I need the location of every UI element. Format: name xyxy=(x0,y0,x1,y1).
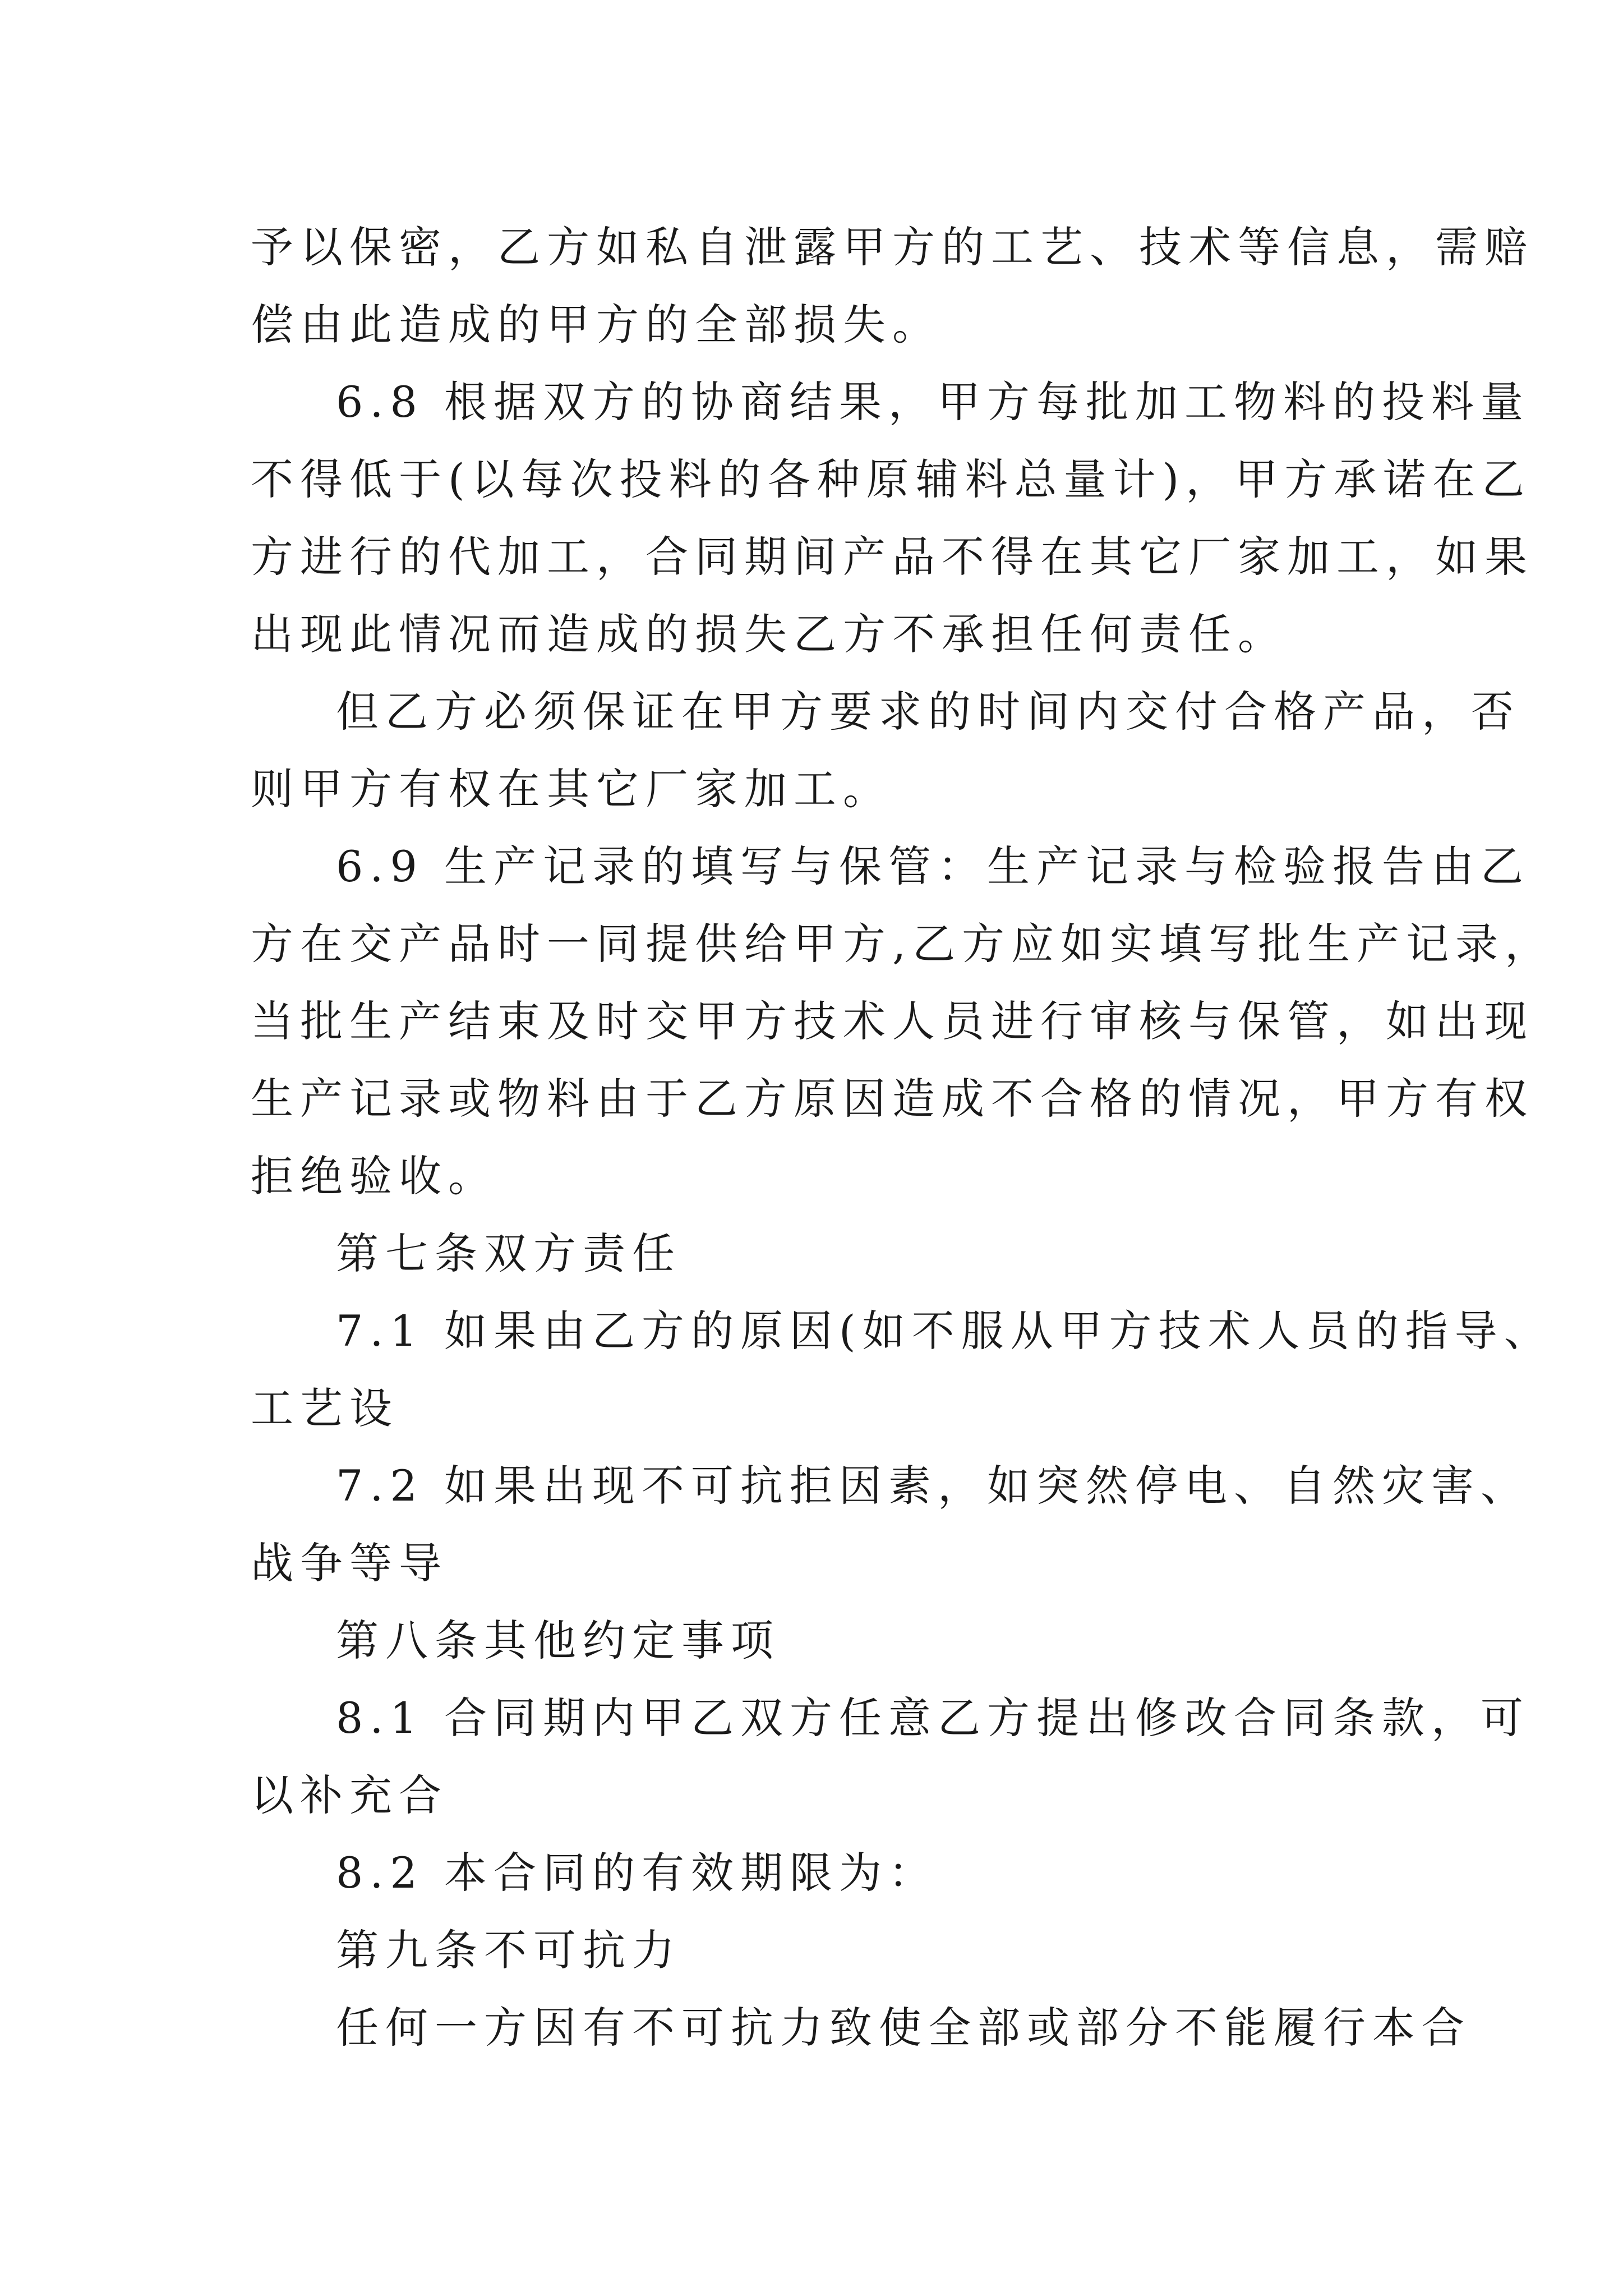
clause-8-2: 8.2 本合同的有效期限为： xyxy=(336,1848,938,1898)
text-line: 以补充合 xyxy=(251,1770,448,1820)
article-7-heading: 第七条双方责任 xyxy=(336,1228,681,1278)
text-line: 工艺设 xyxy=(251,1383,399,1433)
clause-7-2: 7.2 如果出现不可抗拒因素，如突然停电、自然灾害、 xyxy=(336,1461,1530,1511)
paragraph-start: 但乙方必须保证在甲方要求的时间内交付合格产品，否 xyxy=(336,687,1520,737)
text-line: 拒绝验收。 xyxy=(251,1151,497,1201)
clause-7-1: 7.1 如果由乙方的原因(如不服从甲方技术人员的指导、 xyxy=(336,1306,1553,1356)
clause-8-1: 8.1 合同期内甲乙双方任意乙方提出修改合同条款，可 xyxy=(336,1693,1530,1743)
document-body xyxy=(251,209,1555,2067)
text-line: 战争等导 xyxy=(251,1538,448,1588)
text-line: 偿由此造成的甲方的全部损失。 xyxy=(251,300,942,349)
article-8-heading: 第八条其他约定事项 xyxy=(336,1616,780,1665)
text-line: 生产记录或物料由于乙方原因造成不合格的情况，甲方有权 xyxy=(251,1074,1534,1124)
article-9-heading: 第九条不可抗力 xyxy=(336,1925,681,1975)
text-line: 当批生产结束及时交甲方技术人员进行审核与保管，如出现 xyxy=(251,996,1534,1046)
clause-6-9: 6.9 生产记录的填写与保管：生产记录与检验报告由乙 xyxy=(336,841,1530,891)
paragraph-start: 任何一方因有不可抗力致使全部或部分不能履行本合 xyxy=(336,2003,1471,2053)
text-line: 不得低于(以每次投料的各种原辅料总量计)，甲方承诺在乙 xyxy=(251,454,1532,504)
text-line: 出现此情况而造成的损失乙方不承担任何责任。 xyxy=(251,609,1287,659)
clause-6-8: 6.8 根据双方的协商结果，甲方每批加工物料的投料量 xyxy=(336,377,1530,427)
text-line: 则甲方有权在其它厂家加工。 xyxy=(251,764,892,814)
text-line: 方在交产品时一同提供给甲方,乙方应如实填写批生产记录， xyxy=(251,919,1555,969)
text-line: 予以保密，乙方如私自泄露甲方的工艺、技术等信息，需赔 xyxy=(251,222,1534,272)
text-line: 方进行的代加工，合同期间产品不得在其它厂家加工，如果 xyxy=(251,532,1534,582)
